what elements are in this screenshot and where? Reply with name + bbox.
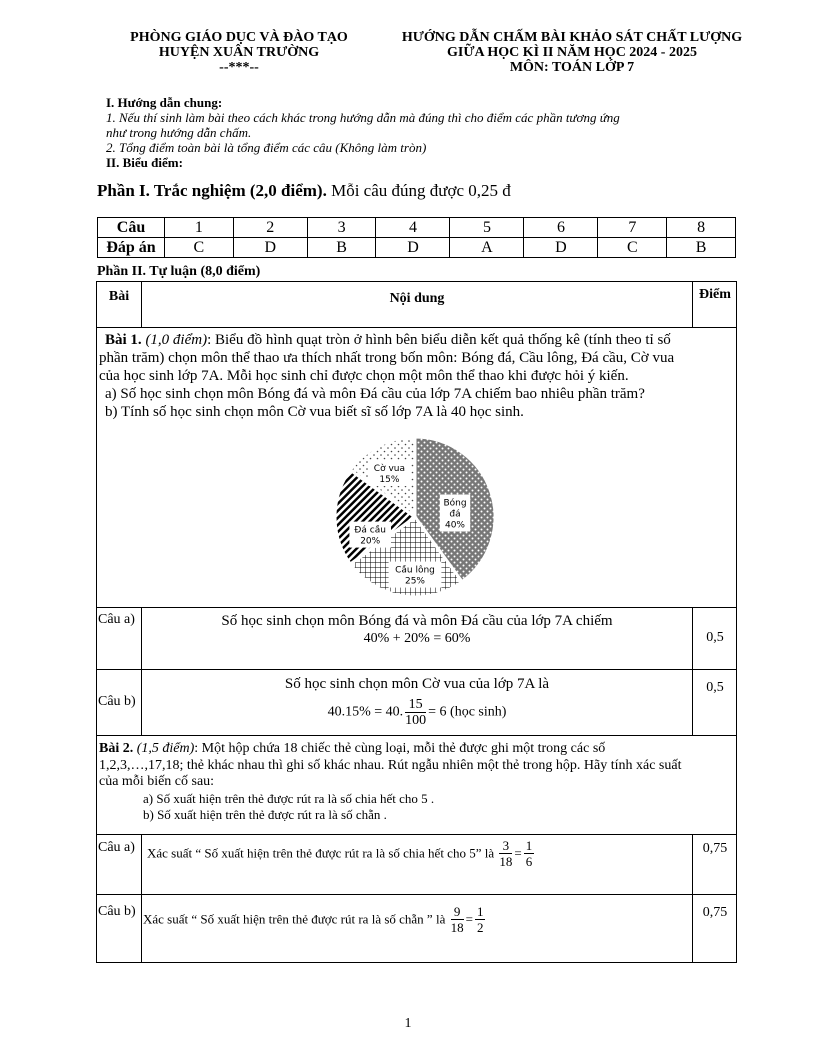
bai2-cau-b-label: Câu b) (98, 904, 136, 919)
dept-line2: HUYỆN XUÂN TRƯỜNG (158, 45, 320, 60)
bai2-score-a: 0,75 (702, 841, 728, 856)
fraction (475, 904, 486, 935)
bai1-answer-a (142, 612, 692, 648)
pie-label (369, 460, 411, 486)
question-cell: 4 (376, 218, 450, 238)
bai1-line1: : Biểu đồ hình quạt tròn ở hình bên biểu diễn kết quả thống kê (tính theo tỉ số (207, 332, 671, 348)
bai2-line2: 1,2,3,…,17,18; thẻ khác nhau thì ghi số khác nhau. Rút ngẫu nhiên một thẻ trong hộp. Hãy tính xác suất (99, 757, 682, 773)
col-content-header: Nội dung (389, 291, 445, 306)
dept-line1: PHÒNG GIÁO DỤC VÀ ĐÀO TẠO (130, 30, 348, 45)
answer-table (97, 217, 736, 258)
row-divider (96, 894, 737, 895)
doc-title (380, 30, 764, 75)
answer-cell: A (450, 238, 524, 258)
answer-label: Đáp án (98, 238, 165, 258)
bai1-answer-b (142, 675, 692, 728)
row-divider (96, 834, 737, 835)
note-2: 2. Tổng điểm toàn bài là tổng điểm các câu (Không làm tròn) (106, 140, 427, 155)
fraction-denominator: 6 (525, 854, 533, 869)
question-label: Câu (98, 218, 165, 238)
question-cell: 3 (307, 218, 376, 238)
bai1-question-a: a) Số học sinh chọn môn Bóng đá và môn Đá cầu của lớp 7A chiếm bao nhiêu phần trăm? (105, 386, 645, 402)
bai1-cau-b-label: Câu b) (98, 694, 136, 709)
answer-cell: D (524, 238, 598, 258)
row-divider (96, 735, 737, 736)
answer-cell: D (376, 238, 450, 258)
bai2-answer-a: Xác suất “ Số xuất hiện trên thẻ được rút ra là số chia hết cho 5” là $\frac{3}{18}$ = $\frac{1}{6}$ (147, 838, 533, 869)
bai2-problem (99, 741, 735, 824)
col-divider (692, 607, 693, 735)
question-row (98, 218, 736, 238)
note-1b: như trong hướng dẫn chấm. (106, 125, 252, 140)
fraction-denominator: 18 (450, 920, 464, 935)
general-title: I. Hướng dẫn chung: (106, 95, 223, 110)
col-score-header: Điểm (699, 287, 731, 302)
fraction-denominator: 100 (405, 713, 427, 728)
pie-label-text: Bóng đá 40% (443, 498, 467, 531)
question-cell: 7 (598, 218, 667, 238)
bai2-question-a: a) Số xuất hiện trên thẻ được rút ra là số chia hết cho 5 . (143, 790, 435, 806)
page-number: 1 (404, 1016, 412, 1031)
pie-label-text: Cờ vua 15% (373, 464, 406, 485)
fraction (524, 838, 535, 869)
fraction-denominator: 18 (499, 854, 513, 869)
fraction-numerator: 1 (525, 838, 533, 853)
fraction-denominator: 2 (476, 920, 484, 935)
pie-label (349, 522, 391, 548)
bai1-line3: của học sinh lớp 7A. Mỗi học sinh chỉ được chọn một môn thể thao khi được hỏi ý kiến. (99, 368, 629, 384)
question-cell: 5 (450, 218, 524, 238)
scoring-title: II. Biểu điểm: (106, 155, 183, 170)
part2-title: Phần II. Tự luận (8,0 điểm) (97, 264, 261, 279)
bai1-problem (99, 331, 735, 421)
doc-title-line2: GIỮA HỌC KÌ II NĂM HỌC 2024 - 2025 (447, 45, 697, 60)
bai1-cau-a-label: Câu a) (98, 612, 135, 627)
bai1-answer-b-line2 (142, 697, 692, 728)
answer-cell: D (233, 238, 307, 258)
bai2-head: Bài 2. (99, 741, 134, 756)
part1-heading (97, 181, 511, 201)
doc-title-line1: HƯỚNG DẪN CHẤM BÀI KHẢO SÁT CHẤT LƯỢNG (401, 30, 743, 45)
answer-cell: B (307, 238, 376, 258)
answer-row (98, 238, 736, 258)
fraction (499, 838, 512, 869)
bai1-answer-a-line1: Số học sinh chọn môn Bóng đá và môn Đá cầu của lớp 7A chiếm (221, 613, 613, 629)
fraction (451, 904, 464, 935)
part1-subtitle: Mỗi câu đúng được 0,25 đ (326, 181, 511, 200)
answer-cell: B (667, 238, 736, 258)
bai1-question-b: b) Tính số học sinh chọn môn Cờ vua biết sĩ số lớp 7A là 40 học sinh. (105, 404, 524, 420)
bai2-line3: của mỗi biến cố sau: (99, 774, 215, 789)
fraction-numerator: 3 (499, 838, 512, 854)
pie-chart (330, 432, 500, 602)
fraction-numerator: 9 (451, 904, 464, 920)
pie-label-text: Cầu lông 25% (395, 565, 435, 587)
row-divider (96, 607, 737, 608)
fraction-numerator: 15 (405, 697, 426, 713)
bai1-answer-b-line1: Số học sinh chọn môn Cờ vua của lớp 7A là (284, 676, 550, 692)
bai1-answer-a-line2: 40% + 20% = 60% (363, 631, 471, 646)
general-instructions (106, 95, 746, 170)
doc-title-line3: MÔN: TOÁN LỚP 7 (509, 60, 635, 75)
bai2-answer-a-text: Xác suất “ Số xuất hiện trên thẻ được rút ra là số chia hết cho 5” là (147, 845, 495, 861)
bai2-score-b: 0,75 (702, 905, 728, 920)
bai2-question-b: b) Số xuất hiện trên thẻ được rút ra là số chẵn . (143, 807, 387, 822)
bai1-score-b: 0,5 (706, 680, 724, 695)
fraction (405, 697, 426, 728)
bai1-score-a: 0,5 (706, 630, 724, 645)
calc-left: 40.15% = 40. (327, 704, 404, 720)
fraction-numerator: 1 (476, 904, 484, 919)
pie-label (440, 495, 470, 532)
part1-title: Phần I. Trắc nghiệm (2,0 điểm). (97, 181, 327, 200)
col-divider (141, 834, 142, 963)
col-bai-header: Bài (108, 289, 130, 304)
row-divider (96, 327, 737, 328)
question-cell: 2 (233, 218, 307, 238)
bai2-cau-a-label: Câu a) (98, 840, 135, 855)
bai2-points: (1,5 điểm) (133, 741, 195, 756)
question-cell: 6 (524, 218, 598, 238)
answer-cell: C (598, 238, 667, 258)
bai1-line2: phần trăm) chọn môn thể thao ưa thích nhất trong bốn môn: Bóng đá, Cầu lông, Đá cầu, Cờ vua (99, 350, 675, 366)
note-1a: 1. Nếu thí sinh làm bài theo cách khác trong hướng dẫn mà đúng thì cho điểm các phần tương ứng (106, 110, 620, 125)
bai2-line1: : Một hộp chứa 18 chiếc thẻ cùng loại, mỗi thẻ được ghi một trong các số (194, 741, 606, 756)
row-divider (96, 669, 737, 670)
question-cell: 1 (165, 218, 234, 238)
dept-line3: --***-- (219, 60, 259, 75)
question-cell: 8 (667, 218, 736, 238)
pie-label (389, 562, 442, 588)
dept-header (105, 30, 373, 75)
bai2-answer-b: Xác suất “ Số xuất hiện trên thẻ được rút ra là số chẵn ” là $\frac{9}{18}$ = $\frac{1}{2}$ (143, 904, 484, 935)
bai2-answer-b-text: Xác suất “ Số xuất hiện trên thẻ được rút ra là số chẵn ” là (143, 911, 446, 927)
bai1-points: (1,0 điểm) (141, 332, 208, 348)
answer-cell: C (165, 238, 234, 258)
pie-label-text: Đá cầu 20% (354, 525, 386, 547)
calc-right: = 6 (học sinh) (428, 704, 507, 720)
bai1-head: Bài 1. (105, 332, 142, 348)
